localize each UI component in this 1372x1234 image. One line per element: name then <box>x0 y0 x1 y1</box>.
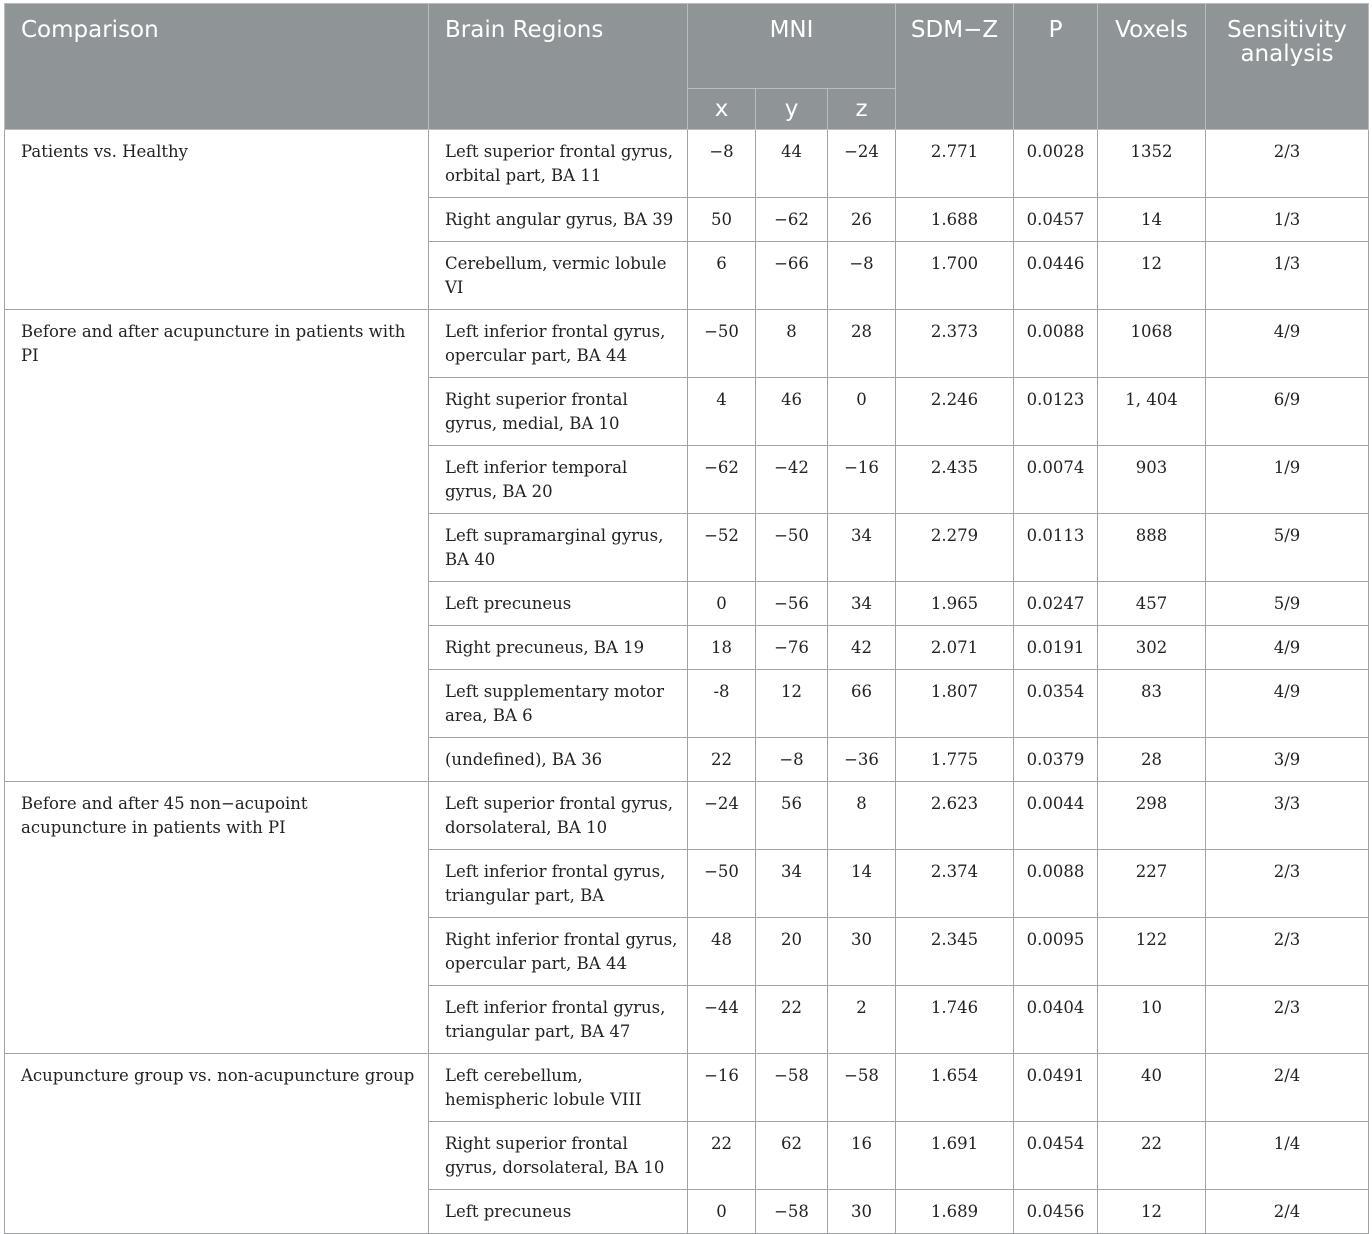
p-value-cell: 0.0044 <box>1014 782 1098 850</box>
mni-z-cell: 42 <box>828 626 896 670</box>
sdm-z-cell: 2.771 <box>896 130 1014 198</box>
mni-y-cell: 20 <box>756 918 828 986</box>
brain-region-cell: Left supramarginal gyrus, BA 40 <box>429 514 688 582</box>
sensitivity-cell: 2/3 <box>1206 986 1369 1054</box>
voxels-cell: 888 <box>1098 514 1206 582</box>
mni-z-cell: 34 <box>828 582 896 626</box>
sdm-z-cell: 2.246 <box>896 378 1014 446</box>
sensitivity-cell: 1/3 <box>1206 198 1369 242</box>
mni-x-cell: 22 <box>688 1122 756 1190</box>
table-header <box>5 4 1369 130</box>
brain-region-cell: Left inferior frontal gyrus, triangular part, BA 47 <box>429 986 688 1054</box>
mni-z-cell: 16 <box>828 1122 896 1190</box>
brain-region-cell: Left precuneus <box>429 1190 688 1234</box>
mni-y-cell: 46 <box>756 378 828 446</box>
sensitivity-cell: 5/9 <box>1206 514 1369 582</box>
mni-x-cell: 6 <box>688 242 756 310</box>
sensitivity-cell: 5/9 <box>1206 582 1369 626</box>
mni-x-cell: 48 <box>688 918 756 986</box>
sensitivity-cell: 4/9 <box>1206 626 1369 670</box>
brain-region-cell: Right precuneus, BA 19 <box>429 626 688 670</box>
sensitivity-cell: 2/4 <box>1206 1054 1369 1122</box>
mni-z-cell: 2 <box>828 986 896 1054</box>
mni-x-cell: 50 <box>688 198 756 242</box>
brain-region-cell: Right angular gyrus, BA 39 <box>429 198 688 242</box>
table-row <box>5 782 1369 850</box>
sensitivity-cell: 2/3 <box>1206 130 1369 198</box>
voxels-cell: 302 <box>1098 626 1206 670</box>
mni-y-cell: 8 <box>756 310 828 378</box>
brain-region-cell: Right superior frontal gyrus, medial, BA 10 <box>429 378 688 446</box>
header-y: y <box>756 89 828 130</box>
p-value-cell: 0.0088 <box>1014 310 1098 378</box>
voxels-cell: 14 <box>1098 198 1206 242</box>
mni-y-cell: 56 <box>756 782 828 850</box>
p-value-cell: 0.0247 <box>1014 582 1098 626</box>
header-comparison: Comparison <box>5 4 429 130</box>
mni-x-cell: −50 <box>688 850 756 918</box>
sdm-z-cell: 1.700 <box>896 242 1014 310</box>
sdm-z-cell: 1.775 <box>896 738 1014 782</box>
sdm-z-cell: 2.345 <box>896 918 1014 986</box>
mni-z-cell: −8 <box>828 242 896 310</box>
brain-region-cell: Left superior frontal gyrus, dorsolateral, BA 10 <box>429 782 688 850</box>
sdm-z-cell: 2.071 <box>896 626 1014 670</box>
sdm-z-cell: 1.691 <box>896 1122 1014 1190</box>
sdm-z-cell: 1.965 <box>896 582 1014 626</box>
p-value-cell: 0.0354 <box>1014 670 1098 738</box>
brain-region-cell: Left supplementary motor area, BA 6 <box>429 670 688 738</box>
brain-region-cell: Left inferior frontal gyrus, triangular part, BA <box>429 850 688 918</box>
brain-region-cell: Right superior frontal gyrus, dorsolateral, BA 10 <box>429 1122 688 1190</box>
mni-x-cell: −50 <box>688 310 756 378</box>
p-value-cell: 0.0457 <box>1014 198 1098 242</box>
sensitivity-cell: 1/4 <box>1206 1122 1369 1190</box>
brain-region-cell: Right inferior frontal gyrus, opercular part, BA 44 <box>429 918 688 986</box>
mni-x-cell: −62 <box>688 446 756 514</box>
voxels-cell: 1068 <box>1098 310 1206 378</box>
header-p: P <box>1014 4 1098 130</box>
sensitivity-cell: 4/9 <box>1206 310 1369 378</box>
mni-y-cell: −58 <box>756 1054 828 1122</box>
voxels-cell: 1, 404 <box>1098 378 1206 446</box>
mni-y-cell: −58 <box>756 1190 828 1234</box>
header-sensitivity-analysis: Sensitivity analysis <box>1206 4 1369 130</box>
mni-y-cell: 12 <box>756 670 828 738</box>
sensitivity-cell: 6/9 <box>1206 378 1369 446</box>
brain-region-cell: Cerebellum, vermic lobule VI <box>429 242 688 310</box>
p-value-cell: 0.0074 <box>1014 446 1098 514</box>
mni-z-cell: 66 <box>828 670 896 738</box>
mni-y-cell: 44 <box>756 130 828 198</box>
mni-x-cell: −8 <box>688 130 756 198</box>
sdm-z-cell: 1.688 <box>896 198 1014 242</box>
sensitivity-cell: 1/3 <box>1206 242 1369 310</box>
mni-z-cell: 28 <box>828 310 896 378</box>
p-value-cell: 0.0379 <box>1014 738 1098 782</box>
sdm-z-cell: 1.746 <box>896 986 1014 1054</box>
p-value-cell: 0.0113 <box>1014 514 1098 582</box>
p-value-cell: 0.0095 <box>1014 918 1098 986</box>
mni-y-cell: 62 <box>756 1122 828 1190</box>
mni-z-cell: −16 <box>828 446 896 514</box>
mni-y-cell: −76 <box>756 626 828 670</box>
p-value-cell: 0.0028 <box>1014 130 1098 198</box>
voxels-cell: 28 <box>1098 738 1206 782</box>
mni-z-cell: 30 <box>828 1190 896 1234</box>
table-row <box>5 130 1369 198</box>
mni-z-cell: −36 <box>828 738 896 782</box>
sdm-z-cell: 2.279 <box>896 514 1014 582</box>
mni-x-cell: −16 <box>688 1054 756 1122</box>
voxels-cell: 22 <box>1098 1122 1206 1190</box>
p-value-cell: 0.0491 <box>1014 1054 1098 1122</box>
sensitivity-cell: 1/9 <box>1206 446 1369 514</box>
table-row <box>5 1054 1369 1122</box>
voxels-cell: 1352 <box>1098 130 1206 198</box>
voxels-cell: 83 <box>1098 670 1206 738</box>
sdm-z-cell: 2.374 <box>896 850 1014 918</box>
comparison-cell: Before and after 45 non−acupoint acupuncture in patients with PI <box>5 782 429 1054</box>
sdm-z-cell: 1.654 <box>896 1054 1014 1122</box>
mni-z-cell: −58 <box>828 1054 896 1122</box>
header-voxels: Voxels <box>1098 4 1206 130</box>
mni-x-cell: 0 <box>688 1190 756 1234</box>
mni-y-cell: −8 <box>756 738 828 782</box>
brain-region-cell: Left inferior frontal gyrus, opercular part, BA 44 <box>429 310 688 378</box>
sensitivity-cell: 3/9 <box>1206 738 1369 782</box>
sensitivity-cell: 4/9 <box>1206 670 1369 738</box>
header-x: x <box>688 89 756 130</box>
p-value-cell: 0.0456 <box>1014 1190 1098 1234</box>
mni-y-cell: −62 <box>756 198 828 242</box>
header-sdm-z: SDM−Z <box>896 4 1014 130</box>
sdm-z-cell: 1.807 <box>896 670 1014 738</box>
results-table <box>4 3 1369 1234</box>
sdm-z-cell: 2.373 <box>896 310 1014 378</box>
p-value-cell: 0.0454 <box>1014 1122 1098 1190</box>
mni-y-cell: −66 <box>756 242 828 310</box>
mni-y-cell: 22 <box>756 986 828 1054</box>
mni-y-cell: 34 <box>756 850 828 918</box>
p-value-cell: 0.0191 <box>1014 626 1098 670</box>
voxels-cell: 227 <box>1098 850 1206 918</box>
comparison-cell: Patients vs. Healthy <box>5 130 429 310</box>
mni-z-cell: 8 <box>828 782 896 850</box>
mni-y-cell: −42 <box>756 446 828 514</box>
sdm-z-cell: 2.623 <box>896 782 1014 850</box>
mni-z-cell: −24 <box>828 130 896 198</box>
mni-z-cell: 0 <box>828 378 896 446</box>
p-value-cell: 0.0123 <box>1014 378 1098 446</box>
sensitivity-cell: 2/3 <box>1206 918 1369 986</box>
brain-region-cell: Left precuneus <box>429 582 688 626</box>
sensitivity-cell: 2/4 <box>1206 1190 1369 1234</box>
header-brain-regions: Brain Regions <box>429 4 688 130</box>
p-value-cell: 0.0446 <box>1014 242 1098 310</box>
mni-x-cell: −52 <box>688 514 756 582</box>
comparison-cell: Acupuncture group vs. non-acupuncture group <box>5 1054 429 1234</box>
mni-x-cell: 22 <box>688 738 756 782</box>
sensitivity-cell: 3/3 <box>1206 782 1369 850</box>
voxels-cell: 298 <box>1098 782 1206 850</box>
voxels-cell: 122 <box>1098 918 1206 986</box>
p-value-cell: 0.0088 <box>1014 850 1098 918</box>
mni-x-cell: −24 <box>688 782 756 850</box>
mni-z-cell: 34 <box>828 514 896 582</box>
brain-region-cell: Left inferior temporal gyrus, BA 20 <box>429 446 688 514</box>
mni-z-cell: 30 <box>828 918 896 986</box>
voxels-cell: 40 <box>1098 1054 1206 1122</box>
mni-x-cell: 4 <box>688 378 756 446</box>
voxels-cell: 12 <box>1098 1190 1206 1234</box>
sensitivity-cell: 2/3 <box>1206 850 1369 918</box>
voxels-cell: 457 <box>1098 582 1206 626</box>
mni-x-cell: 18 <box>688 626 756 670</box>
header-mni: MNI <box>688 4 896 89</box>
mni-x-cell: −44 <box>688 986 756 1054</box>
mni-y-cell: −50 <box>756 514 828 582</box>
voxels-cell: 12 <box>1098 242 1206 310</box>
mni-x-cell: -8 <box>688 670 756 738</box>
table-body <box>5 130 1369 1234</box>
sdm-z-cell: 1.689 <box>896 1190 1014 1234</box>
p-value-cell: 0.0404 <box>1014 986 1098 1054</box>
sdm-z-cell: 2.435 <box>896 446 1014 514</box>
mni-y-cell: −56 <box>756 582 828 626</box>
voxels-cell: 10 <box>1098 986 1206 1054</box>
brain-region-cell: (undefined), BA 36 <box>429 738 688 782</box>
comparison-cell: Before and after acupuncture in patients with PI <box>5 310 429 782</box>
header-z: z <box>828 89 896 130</box>
brain-region-cell: Left cerebellum, hemispheric lobule VIII <box>429 1054 688 1122</box>
table-row <box>5 310 1369 378</box>
mni-z-cell: 26 <box>828 198 896 242</box>
mni-z-cell: 14 <box>828 850 896 918</box>
brain-region-cell: Left superior frontal gyrus, orbital part, BA 11 <box>429 130 688 198</box>
mni-x-cell: 0 <box>688 582 756 626</box>
voxels-cell: 903 <box>1098 446 1206 514</box>
